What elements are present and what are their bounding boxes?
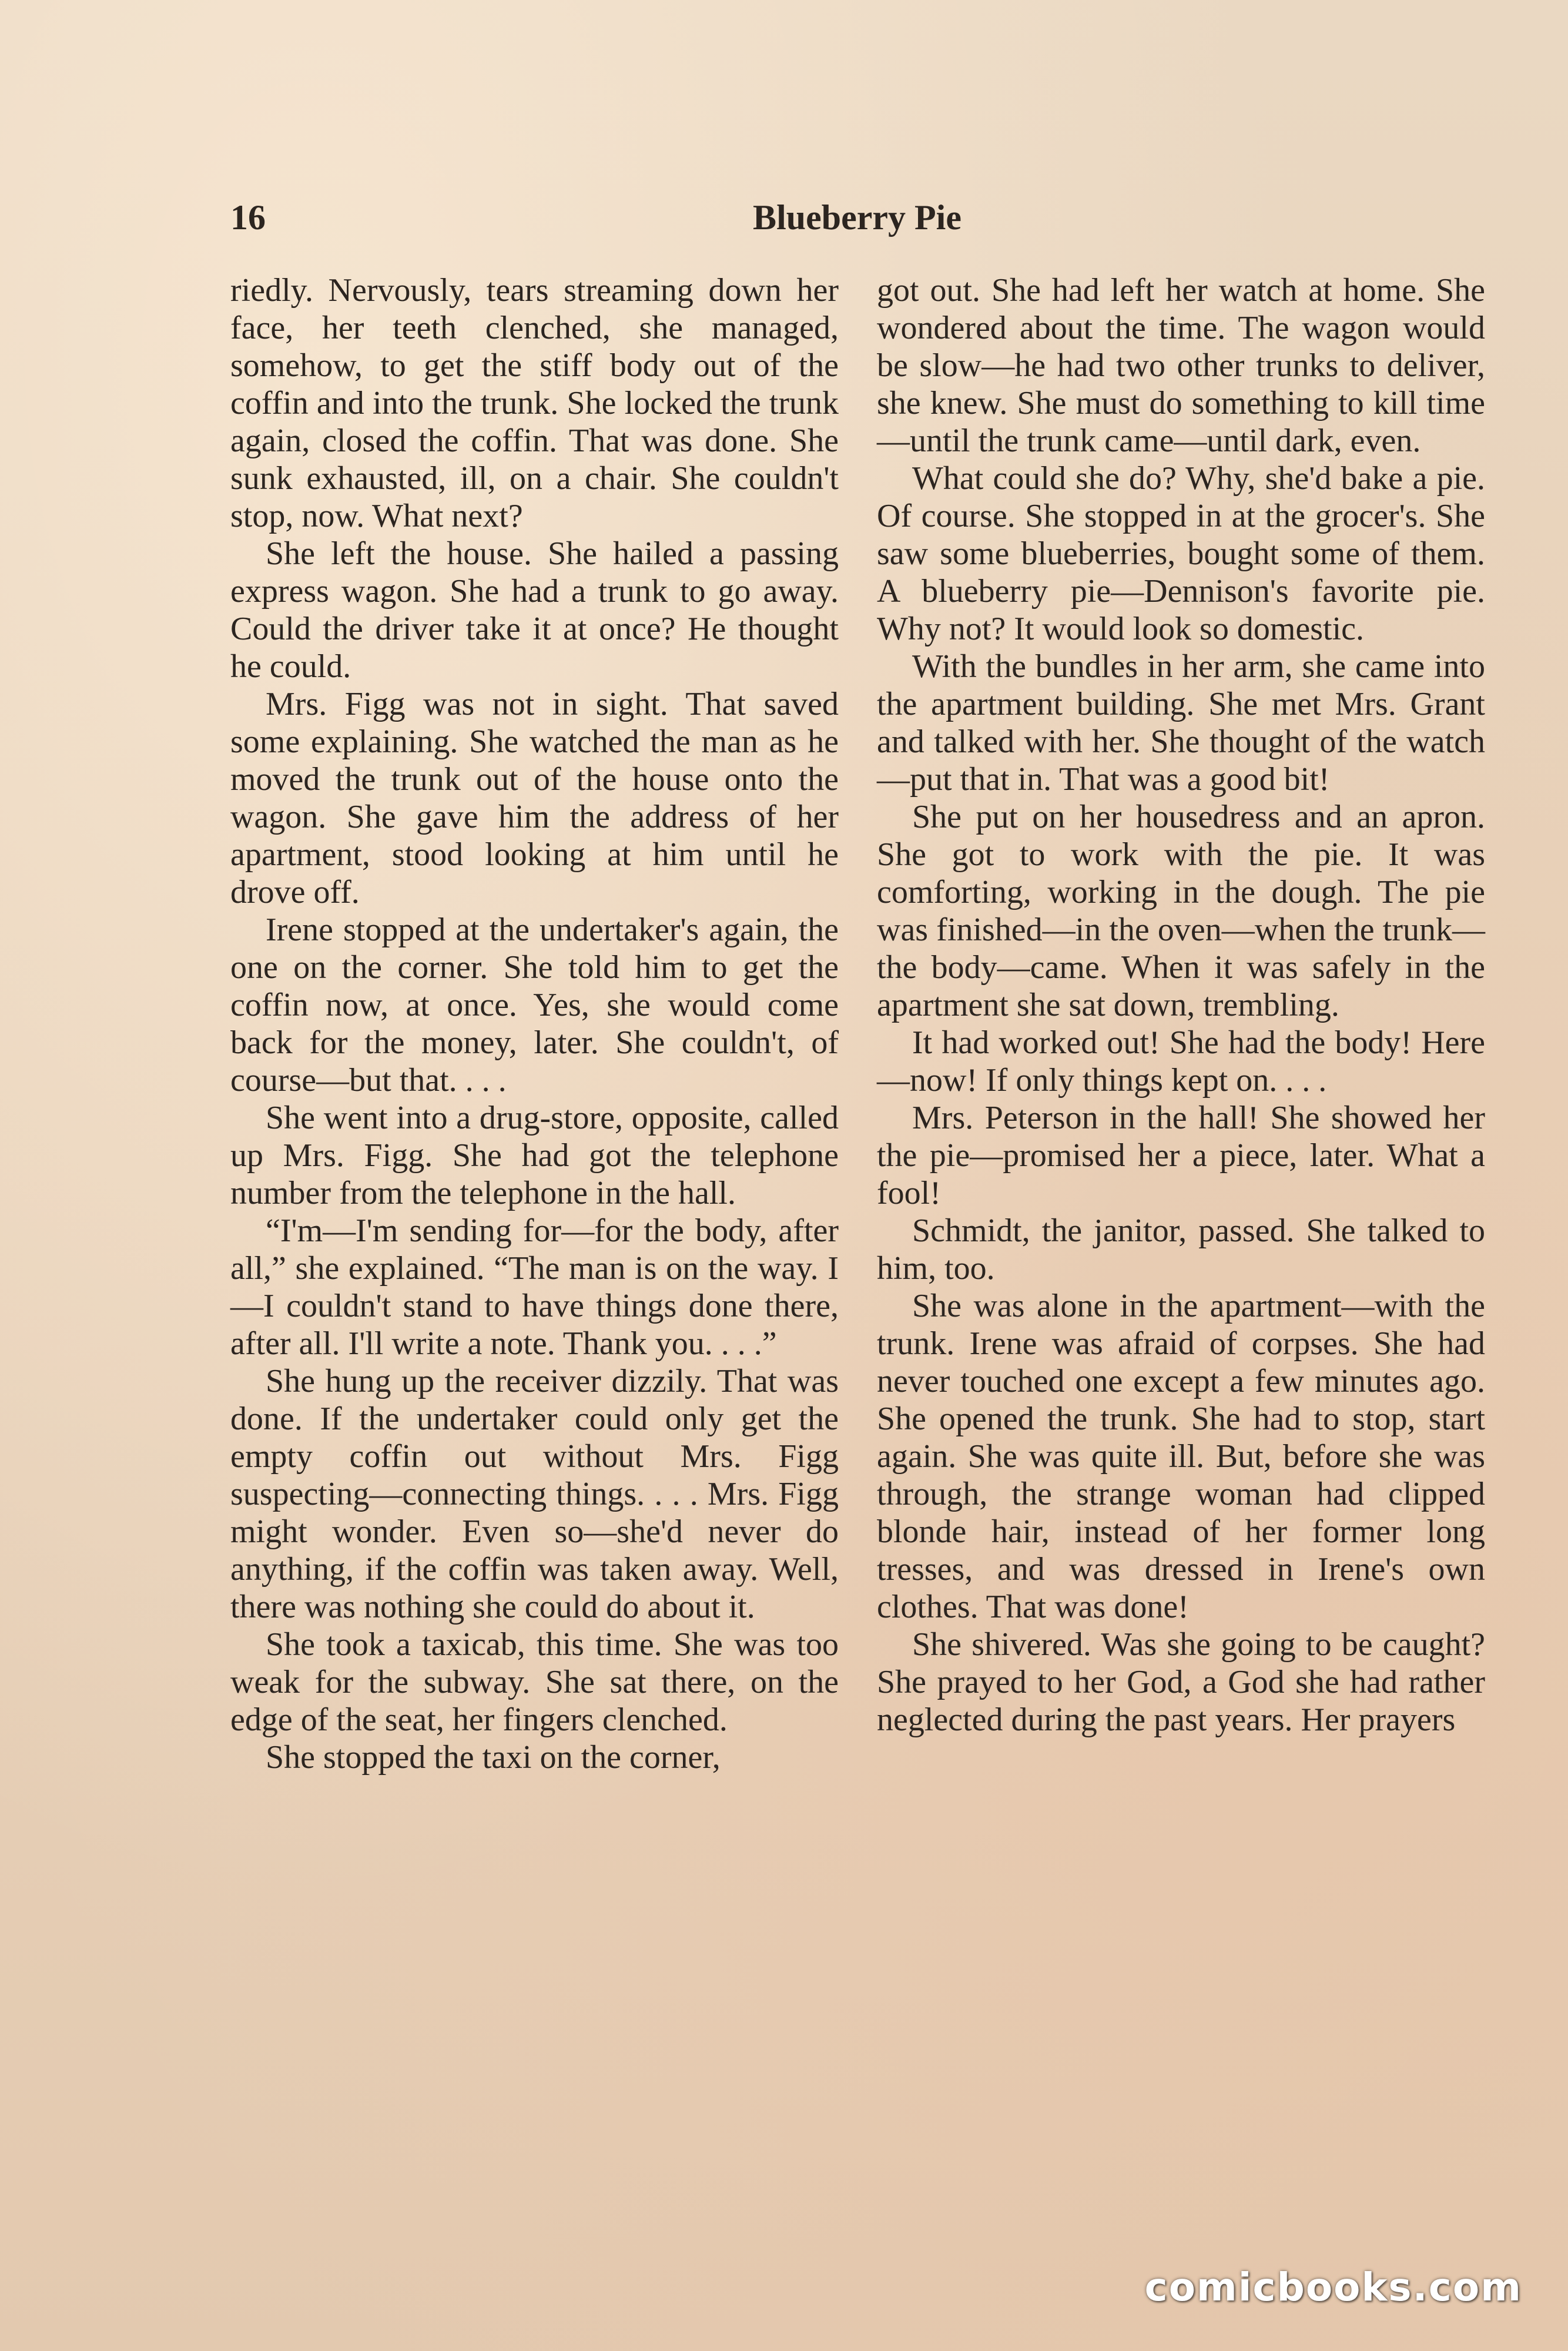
paragraph: It had worked out! She had the body! Here—now! If only things kept on. . . . (877, 1024, 1485, 1099)
paragraph: She left the house. She hailed a passing express wagon. She had a trunk to go away. Could the driver take it at once? He thought he could. (230, 535, 839, 685)
paragraph: With the bundles in her arm, she came into the apartment building. She met Mrs. Grant and talked with her. She thought of the watch—put that in. That was a good bit! (877, 648, 1485, 798)
paragraph: She took a taxicab, this time. She was too weak for the subway. She sat there, on the edge of the seat, her fingers clenched. (230, 1626, 839, 1738)
paragraph: got out. She had left her watch at home. She wondered about the time. The wagon would be slow—he had two other trunks to deliver, she knew. She must do something to kill time—until the trunk came—until dark, even. (877, 272, 1485, 459)
running-title: Blueberry Pie (753, 198, 961, 237)
paragraph: Schmidt, the janitor, passed. She talked to him, too. (877, 1213, 1485, 1287)
paragraph: She shivered. Was she going to be caught? She prayed to her God, a God she had rather neglected during the past years. Her prayers (877, 1626, 1485, 1738)
paragraph: She was alone in the apartment—with the trunk. Irene was afraid of corpses. She had never touched one except a few minutes ago. She opened the trunk. She had to stop, start again. She was quite ill. But, before she was through, the strange woman had clipped blonde hair, instead of her former long tresses, and was dressed in Irene's own clothes. That was done! (877, 1288, 1485, 1625)
paragraph: riedly. Nervously, tears streaming down her face, her teeth clenched, she managed, somehow, to get the stiff body out of the coffin and into the trunk. She locked the trunk again, closed the coffin. That was done. She sunk exhausted, ill, on a chair. She couldn't stop, now. What next? (230, 272, 839, 534)
paragraph: Irene stopped at the undertaker's again, the one on the corner. She told him to get the coffin now, at once. Yes, she would come back for the money, later. She couldn't, of course—but that. . . . (230, 912, 839, 1099)
right-column (877, 272, 1485, 1739)
paragraph: She went into a drug-store, opposite, called up Mrs. Figg. She had got the telephone number from the telephone in the hall. (230, 1100, 839, 1211)
paragraph: Mrs. Peterson in the hall! She showed her the pie—promised her a piece, later. What a fool! (877, 1100, 1485, 1211)
paragraph: She stopped the taxi on the corner, (266, 1739, 721, 1776)
paragraph: She put on her housedress and an apron. She got to work with the pie. It was comforting, working in the dough. The pie was finished—in the oven—when the trunk—the body—came. When it was safely in the apartment she sat down, trembling. (877, 799, 1485, 1023)
paragraph: She hung up the receiver dizzily. That was done. If the undertaker could only get the empty coffin out without Mrs. Figg suspecting—connecting things. . . . Mrs. Figg might wonder. Even so—she'd never do anything, if the coffin was taken away. Well, there was nothing she could do about it. (230, 1363, 839, 1625)
paragraph: “I'm—I'm sending for—for the body, after all,” she explained. “The man is on the way. I—I couldn't stand to have things done there, after all. I'll write a note. Thank you. . . .” (230, 1213, 839, 1362)
paragraph: Mrs. Figg was not in sight. That saved some explaining. She watched the man as he moved the trunk out of the house onto the wagon. She gave him the address of her apartment, stood looking at him until he drove off. (230, 686, 839, 910)
page-header (230, 188, 1564, 247)
source-watermark: comicbooks.com (1144, 2265, 1522, 2310)
page-number: 16 (230, 198, 266, 237)
left-column (230, 272, 839, 1776)
paragraph: What could she do? Why, she'd bake a pie. Of course. She stopped in at the grocer's. She saw some blueberries, bought some of them. A blueberry pie—Dennison's favorite pie. Why not? It would look so domestic. (877, 460, 1485, 647)
